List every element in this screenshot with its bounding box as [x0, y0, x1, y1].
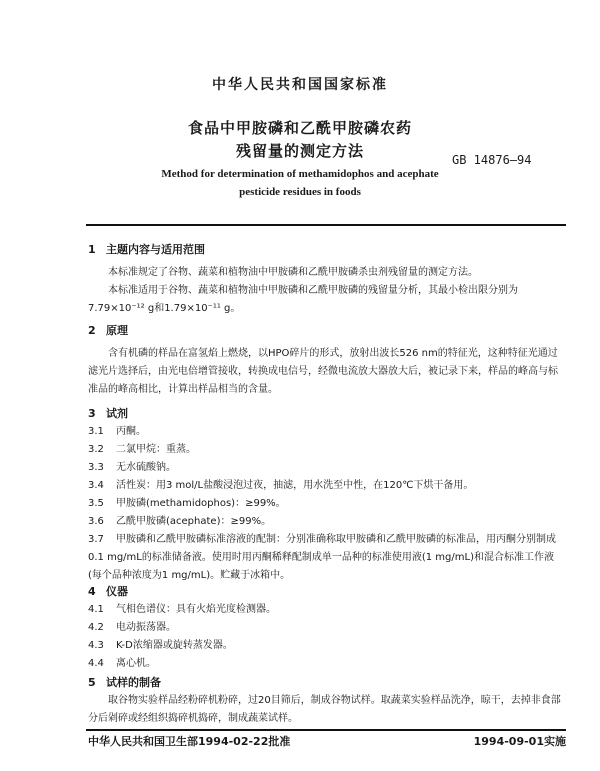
item-text: 离心机。: [116, 658, 156, 669]
item-number: 3.5: [88, 498, 104, 509]
section-1-paragraph-1: 本标准规定了谷物、蔬菜和植物油中甲胺磷和乙酰甲胺磷杀虫剂残留量的测定方法。: [108, 267, 478, 278]
item-number: 3.2: [88, 444, 104, 455]
section-2-paragraph: 含有机磷的样品在富氢焰上燃烧，以HPO碎片的形式，放射出波长526 nm的特征光，这种特征光通过滤光片选择后，由光电倍增管接收，转换成电信号，经微电流放大器放大后，被记录下来，样品的峰高与标准品的峰高相比，计算出样品相当的含量。: [88, 348, 558, 395]
approval-line: 中华人民共和国卫生部1994-02-22批准: [88, 735, 291, 748]
list-item: [88, 619, 566, 637]
item-text: 活性炭：用3 mol/L盐酸浸泡过夜，抽滤，用水洗至中性，在120℃下烘干备用。: [116, 480, 474, 491]
list-item: [88, 601, 566, 619]
item-text: 无水硫酸钠。: [116, 462, 176, 473]
item-number: 3.1: [88, 426, 104, 437]
section-5-paragraph: 取谷物实验样品经粉碎机粉碎，过20目筛后，制成谷物试样。取蔬菜实验样品洗净，晾干，去掉非食部分后剁碎或经组织捣碎机捣碎，制成蔬菜试样。: [88, 695, 561, 724]
section-title: 试样的制备: [106, 676, 161, 689]
list-item: [88, 441, 566, 459]
section-number: 2: [88, 324, 96, 337]
item-number: 4.3: [88, 640, 104, 651]
list-item: [88, 637, 566, 655]
footer-divider: [86, 729, 566, 731]
item-text: 甲胺磷和乙酰甲胺磷标准溶液的配制：分别准确称取甲胺磷和乙酰甲胺磷的标准品，用丙酮分别制成0.1 mg/mL的标准储备液。使用时用丙酮稀释配制成单一品种的标准使用液(1 mg/mL)和混合标准工作液(每个品种浓度为1 mg/mL)。贮藏于冰箱中。: [88, 534, 556, 581]
item-number: 3.6: [88, 516, 104, 527]
list-item: [88, 423, 566, 441]
section-title: 仪器: [106, 585, 128, 598]
item-text: 乙酰甲胺磷(acephate)：≥99%。: [116, 516, 272, 527]
item-number: 3.4: [88, 480, 104, 491]
section-5-heading: [88, 674, 161, 690]
item-text: 甲胺磷(methamidophos)：≥99%。: [116, 498, 286, 509]
section-title: 原理: [106, 324, 128, 337]
section-1-heading: [88, 241, 205, 257]
english-title-line-1: Method for determination of methamidophos and acephate: [161, 168, 439, 180]
effective-date: 1994-09-01实施: [473, 735, 566, 748]
standard-category: 中华人民共和国国家标准: [212, 77, 388, 93]
document-title-line-1: 食品中甲胺磷和乙酰甲胺磷农药: [187, 119, 412, 137]
section-number: 5: [88, 676, 96, 689]
section-3-heading: [88, 405, 128, 421]
item-text: 气相色谱仪：具有火焰光度检测器。: [116, 604, 276, 615]
document-title-line-2: 残留量的测定方法: [235, 142, 364, 160]
section-number: 1: [88, 243, 96, 256]
item-number: 4.4: [88, 658, 104, 669]
list-item: [88, 477, 566, 495]
section-title: 主题内容与适用范围: [106, 243, 205, 256]
item-text: 二氯甲烷：重蒸。: [116, 444, 196, 455]
item-number: 3.3: [88, 462, 104, 473]
item-text: 电动振荡器。: [116, 622, 176, 633]
item-text: 丙酮。: [116, 426, 146, 437]
list-item: [88, 459, 566, 477]
item-number: 3.7: [88, 534, 104, 545]
english-title-line-2: pesticide residues in foods: [239, 186, 361, 198]
section-number: 4: [88, 585, 96, 598]
list-item: [88, 495, 566, 513]
list-item: [88, 513, 566, 531]
section-2-heading: [88, 322, 128, 338]
item-text: K-D浓缩器或旋转蒸发器。: [116, 640, 233, 651]
header-divider: [86, 224, 566, 226]
list-item: [88, 655, 566, 673]
section-1-paragraph-2: 本标准适用于谷物、蔬菜和植物油中甲胺磷和乙酰甲胺磷的残留量分析，其最小检出限分别为7.79×10⁻¹² g和1.79×10⁻¹¹ g。: [88, 285, 518, 314]
section-title: 试剂: [106, 407, 128, 420]
item-number: 4.1: [88, 604, 104, 615]
item-number: 4.2: [88, 622, 104, 633]
standard-number: GB 14876—94: [452, 153, 532, 167]
section-number: 3: [88, 407, 96, 420]
section-4-heading: [88, 583, 128, 599]
list-item: [88, 531, 566, 585]
